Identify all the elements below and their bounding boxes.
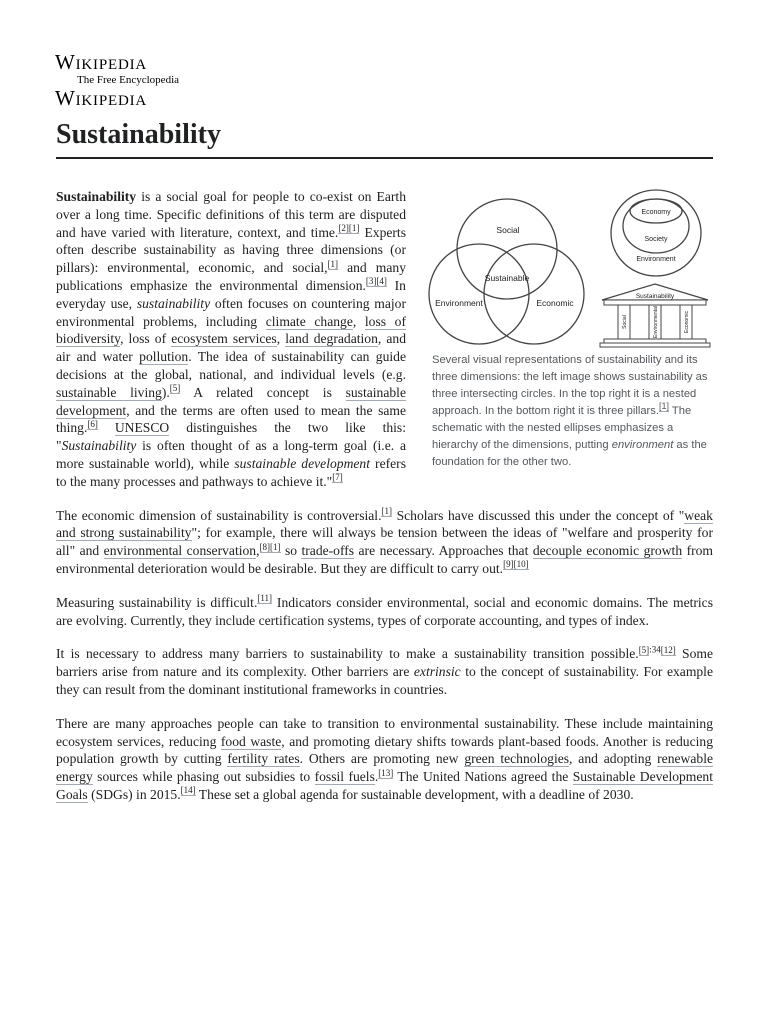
paragraph-approaches: There are many approaches people can take to transition to environmental sustainability. These include maintaining ecosystem services, reducing food waste, and promoting dietary shifts towards plant-based foods. Another is reducing population growth by cutting fertility rates. Others are promoting new green technologies, and adopting renewable energy sources while phasing out subsidies to fossil fuels.[13] The United Nations agreed the Sustainable Development Goals (SDGs) in 2015.[14] These set a global agenda for sustainable development, with a deadline of 2030. — [56, 715, 714, 802]
circle-environment — [429, 244, 529, 344]
citation-link[interactable]: [1] — [348, 223, 360, 234]
citation-link[interactable]: [13] — [378, 767, 394, 778]
label-pillar-roof: Sustainability — [635, 293, 675, 300]
lead-term: Sustainability — [56, 189, 137, 204]
link-decouple-economic-growth[interactable]: decouple economic growth — [532, 543, 683, 559]
logo-tagline: The Free Encyclopedia — [77, 74, 180, 86]
label-pillar-social: Social — [622, 315, 628, 329]
logo-wordmark: Wikipedia — [55, 50, 148, 74]
figure-caption: Several visual representations of sustainability and its three dimensions: the left image shows sustainability as three intersecting circles. In the top right it is a nested approach. In the bottom right it is three pillars.[1] The schematic with the nested ellipses emphasizes a hierarchy of the dimensions, putting environment as the foundation for the other two. — [432, 354, 708, 468]
link-ecosystem-services[interactable]: ecosystem services — [171, 331, 277, 347]
link-weak-and-strong-sustainability[interactable]: weak and strong sustainability — [56, 507, 713, 541]
label-environment-ellipse: Environment — [636, 256, 676, 263]
label-pillar-economic: Economic — [684, 311, 690, 333]
citation-link[interactable]: [3] — [365, 276, 377, 287]
label-pillar-environmental: Environmental — [653, 306, 659, 338]
link-climate-change[interactable]: climate change — [265, 313, 353, 329]
citation-link[interactable]: [14] — [180, 785, 196, 796]
paragraph-intro: Sustainability is a social goal for people to co-exist on Earth over a long time. Specific definitions of this term are disputed and have varied with literature, context, and time.[2][1] Experts often describe sustainability as having three dimensions (or pillars): environmental, economic, and social,[1] and many publications emphasize the environmental dimension.[3][4] In everyday use, sustainability often focuses on countering major environmental problems, including climate change, loss of biodiversity, loss of ecosystem services, land degradation, and air and water pollution. The idea of sustainability can guide decisions at the global, national, and individual levels (e.g. sustainable living).[5] A related concept is sustainable development, and the terms are often used to mean the same thing.[6] UNESCO distinguishes the two like this: "Sustainability is often thought of as a long-term goal (i.e. a more sustainable world), while sustainable development refers to the many processes and pathways to achieve it."[7] — [56, 189, 407, 489]
paragraph-measuring: Measuring sustainability is difficult.[11] Indicators consider environmental, social and economic domains. The metrics are evolving. Currently, they include certification systems, types of corporate accounting, and types of index. — [56, 593, 714, 628]
link-trade-offs[interactable]: trade-offs — [301, 543, 355, 559]
wikipedia-logo[interactable] — [55, 52, 179, 109]
label-economy: Economy — [641, 209, 671, 216]
article-body — [56, 188, 713, 820]
ellipse-society — [623, 199, 689, 253]
link-fertility-rates[interactable]: fertility rates — [227, 751, 300, 767]
link-land-degradation[interactable]: land degradation — [285, 331, 378, 347]
citation-link[interactable]: [6] — [87, 418, 98, 429]
citation-link[interactable]: [10] — [513, 559, 529, 570]
link-environmental-conservation[interactable]: environmental conservation — [103, 543, 257, 559]
label-sustainable: Sustainable — [484, 273, 530, 283]
label-environment: Environment — [435, 298, 483, 308]
citation-link[interactable]: [12] — [660, 644, 676, 655]
link-pollution[interactable]: pollution — [139, 349, 189, 365]
citation-link[interactable]: [5] — [638, 644, 650, 655]
label-economic: Economic — [536, 298, 574, 308]
page-title: Sustainability — [56, 118, 713, 159]
citation-link[interactable]: [1] — [270, 541, 281, 552]
citation-link[interactable]: [1] — [327, 258, 338, 269]
link-sustainable-development[interactable]: sustainable development — [56, 384, 406, 418]
link-loss-of-biodiversity[interactable]: loss of biodiversity — [56, 313, 406, 347]
citation-link[interactable]: [2] — [338, 223, 349, 234]
circle-economic — [484, 244, 584, 344]
citation-link[interactable]: [1] — [658, 401, 669, 412]
paragraph-economic: The economic dimension of sustainability is controversial.[1] Scholars have discussed this under the concept of "weak and strong sustainability"; for example, there will always be tension between the ideas of "welfare and prosperity for all" and environmental conservation,[8][1] so trade-offs are necessary. Approaches that decouple economic growth from environmental deterioration would be desirable. But they are difficult to carry out.[9][10] — [56, 506, 713, 576]
link-fossil-fuels[interactable]: fossil fuels — [314, 769, 375, 785]
sustainability-diagram-image[interactable] — [428, 188, 713, 348]
citation-link[interactable]: [4] — [376, 276, 387, 287]
citation-link[interactable]: [5] — [169, 383, 181, 394]
link-renewable-energy[interactable]: renewable energy — [56, 751, 714, 785]
link-food-waste[interactable]: food waste — [220, 733, 282, 749]
link-sustainable-development-goals[interactable]: Sustainable Development Goals — [56, 769, 713, 802]
citation-link[interactable]: [1] — [381, 506, 392, 517]
link-green-technologies[interactable]: green technologies — [464, 751, 570, 767]
citation-link[interactable]: [7] — [332, 472, 343, 483]
logo-wordmark-repeat: Wikipedia — [55, 86, 148, 110]
citation-link[interactable]: [9] — [503, 559, 514, 570]
link-sustainable-living[interactable]: sustainable living — [56, 384, 162, 400]
paragraph-barriers: It is necessary to address many barriers to sustainability to make a sustainability transition possible.[5]:34[12] Some barriers arise from nature and its complexity. Other barriers are extrinsic to the concept of sustainability. For example they can result from the dominant institutional frameworks in countries. — [56, 644, 713, 697]
citation-link[interactable]: [11] — [257, 593, 273, 604]
figure-sustainability-diagrams[interactable] — [428, 188, 713, 471]
link-unesco[interactable]: UNESCO — [114, 420, 170, 436]
citation-link[interactable]: [8] — [259, 541, 270, 552]
circle-social — [457, 199, 557, 299]
label-social: Social — [496, 225, 520, 235]
label-society: Society — [644, 236, 668, 243]
